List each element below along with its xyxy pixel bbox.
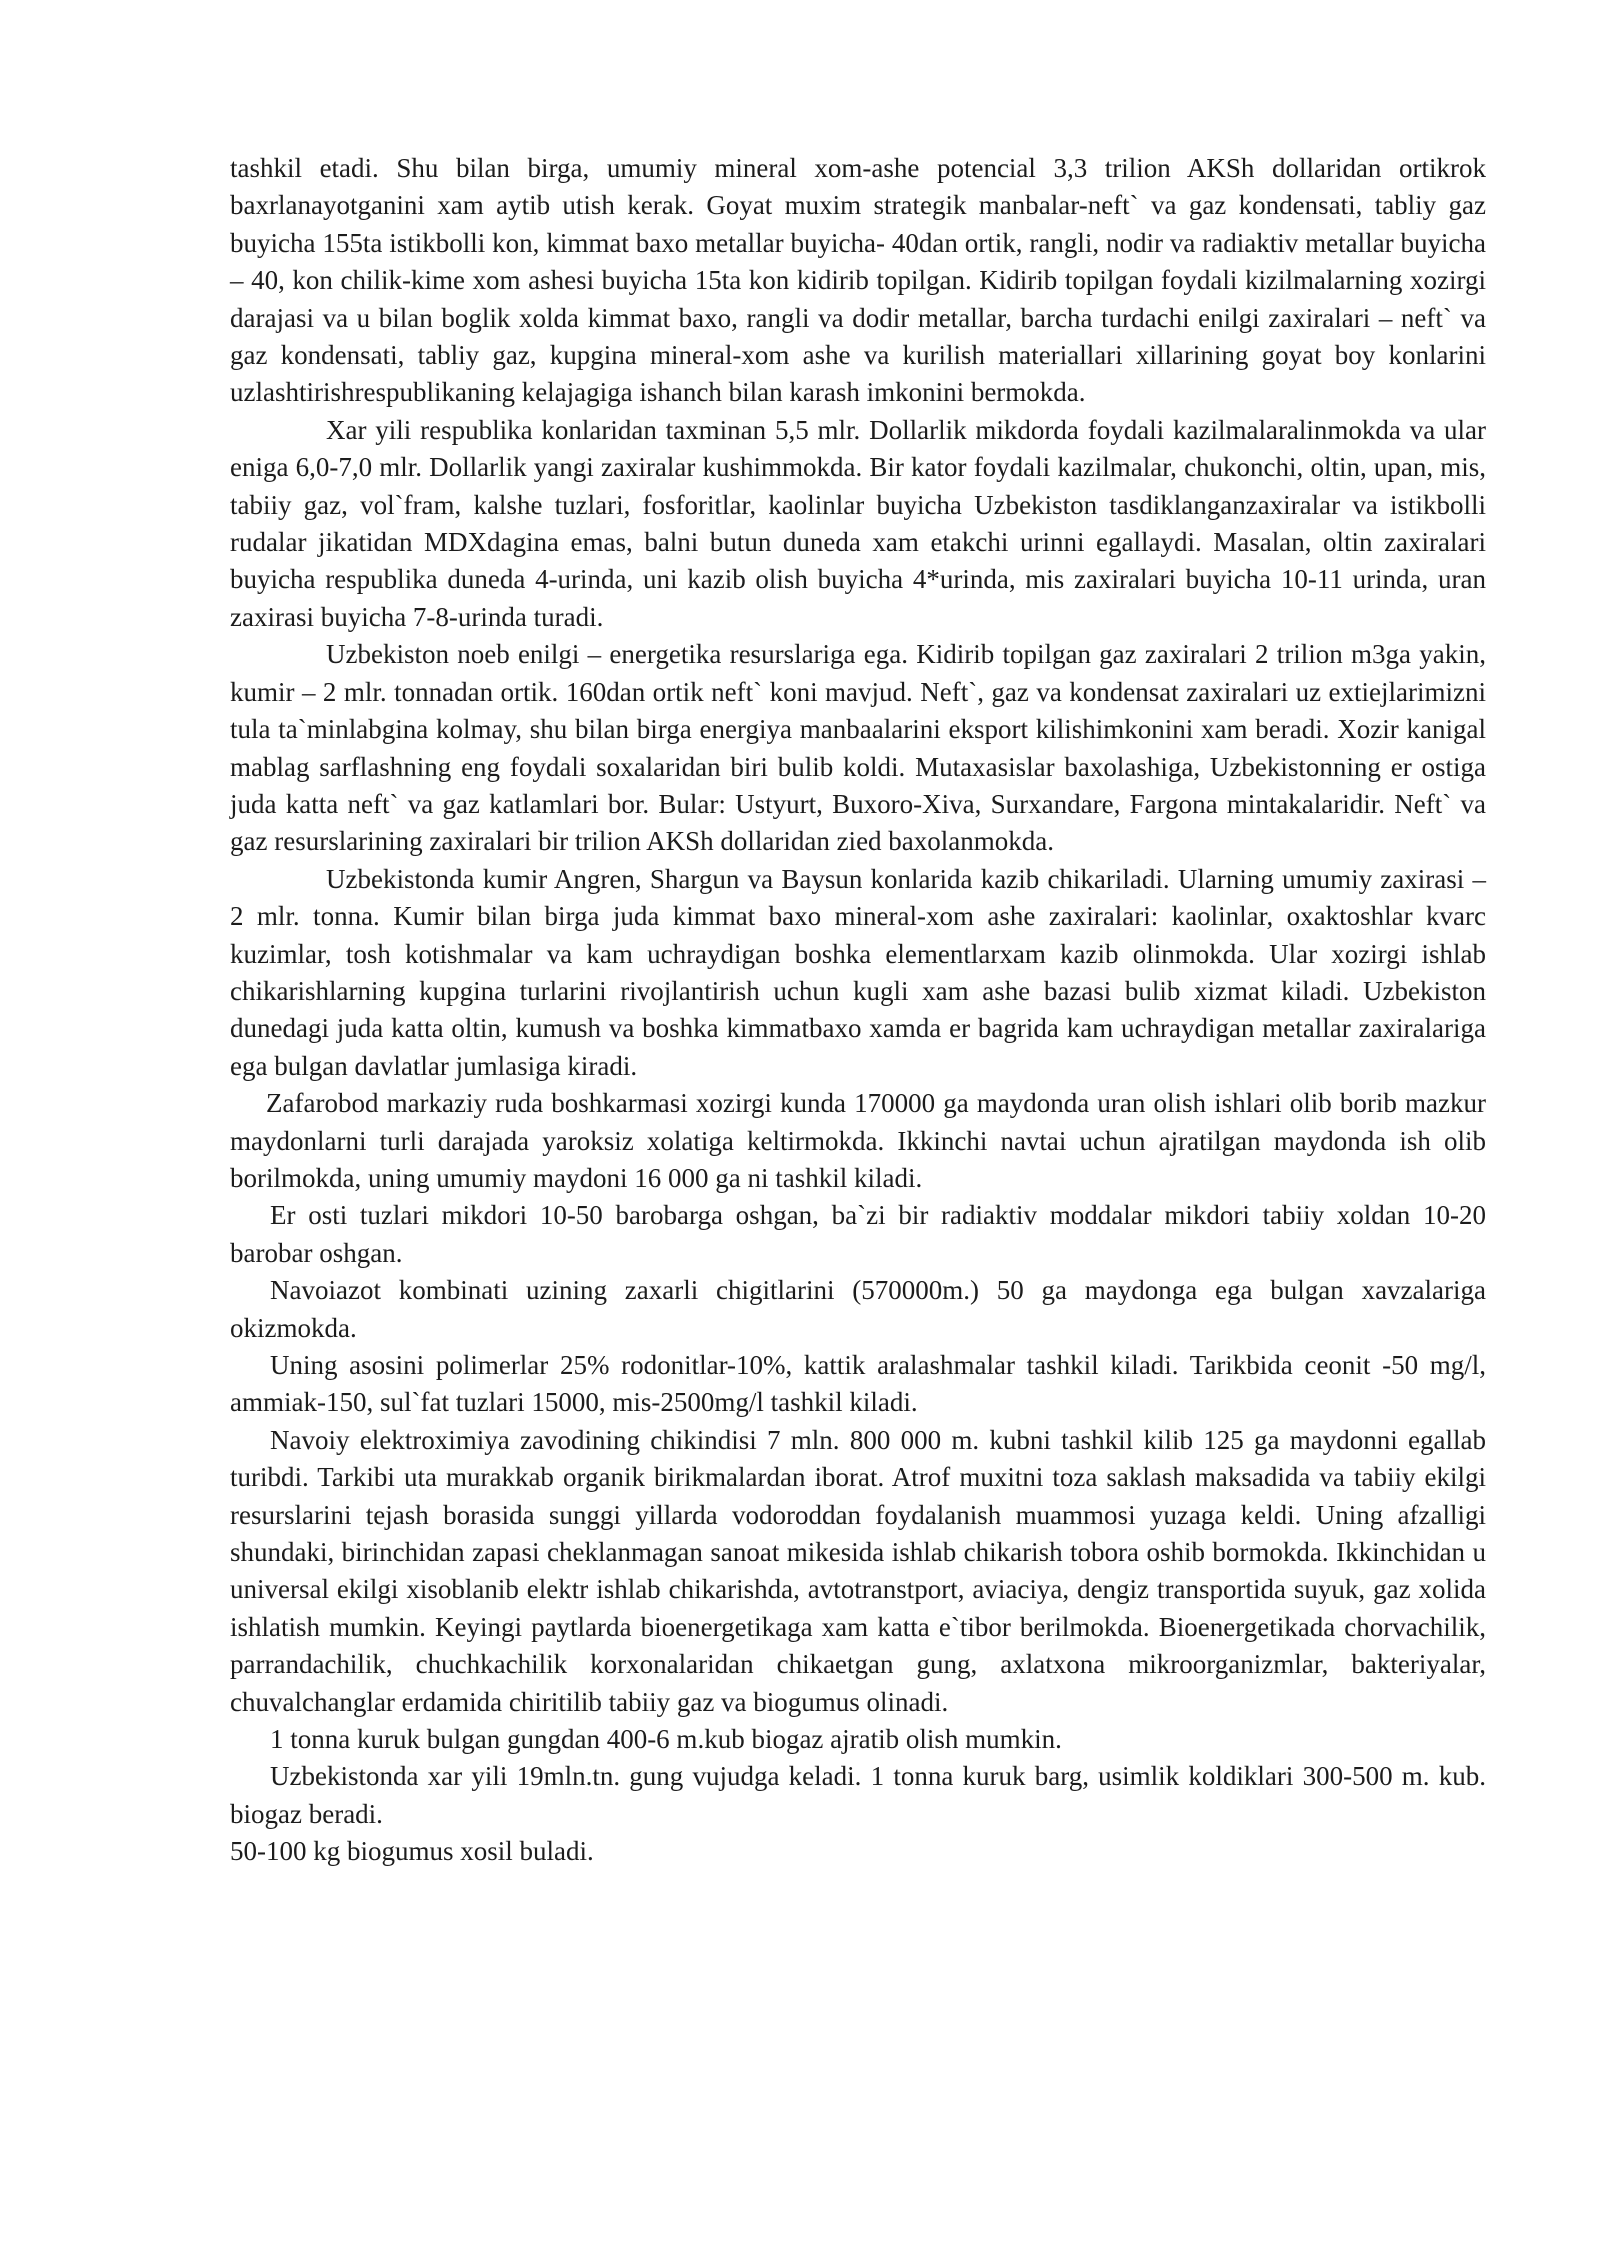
paragraph-navoiazot: Navoiazot kombinati uzining zaxarli chigitlarini (570000m.) 50 ga maydonga ega bulgan xavzalariga okizmokda. (230, 1275, 1486, 1343)
paragraph-zafarobod-uranium: Zafarobod markaziy ruda boshkarmasi xozirgi kunda 170000 ga maydonda uran olish ishlari olib borib mazkur maydonlarni turli darajada yaroksiz xolatiga keltirmokda. Ikkinchi navtai uchun ajratilgan maydonda ish olib borilmokda, uning umumiy maydoni 16 000 ga ni tashkil kiladi. (230, 1088, 1486, 1193)
paragraph-annual-manure: Uzbekistonda xar yili 19mln.tn. gung vujudga keladi. 1 tonna kuruk barg, usimlik koldiklari 300-500 m. kub. biogaz beradi. (230, 1761, 1486, 1829)
paragraph-energy-resources: Uzbekiston noeb enilgi – energetika resurslariga ega. Kidirib topilgan gaz zaxiralari 2 trilion m3ga yakin, kumir – 2 mlr. tonnadan ortik. 160dan ortik neft` koni mavjud. Neft`, gaz va kondensat zaxiralari uz extiejlarimizni tula ta`minlabgina kolmay, shu bilan birga energiya manbaalarini eksport kilishimkonini xam beradi. Xozir kanigal mablag sarflashning eng foydali soxalaridan biri bulib koldi. Mutaxasislar baxolashiga, Uzbekistonning er ostiga juda katta neft` va gaz katlamlari bor. Bular: Ustyurt, Buxoro-Xiva, Surxandare, Fargona mintakalaridir. Neft` va gaz resurslarining zaxiralari bir trilion AKSh dollaridan zied baxolanmokda. (230, 639, 1486, 857)
paragraph-biohumus: 50-100 kg biogumus xosil buladi. (230, 1836, 594, 1867)
document-page (230, 150, 1486, 1871)
paragraph-polymer-composition: Uning asosini polimerlar 25% rodonitlar-10%, kattik aralashmalar tashkil kiladi. Tarikbida ceonit -50 mg/l, ammiak-150, sul`fat tuzlari 15000, mis-2500mg/l tashkil kiladi. (230, 1350, 1486, 1418)
paragraph-underground-salts: Er osti tuzlari mikdori 10-50 barobarga oshgan, ba`zi bir radiaktiv moddalar mikdori tabiiy xoldan 10-20 barobar oshgan. (230, 1200, 1486, 1268)
paragraph-electrochemistry-waste: Navoiy elektroximiya zavodining chikindisi 7 mln. 800 000 m. kubni tashkil kilib 125 ga maydonni egallab turibdi. Tarkibi uta murakkab organik birikmalardan iborat. Atrof muxitni toza saklash maksadida va tabiiy ekilgi resurslarini tejash borasida sunggi yillarda vodoroddan foydalanish muammosi yuzaga keldi. Uning afzalligi shundaki, birinchidan zapasi cheklanmagan sanoat mikesida ishlab chikarish tobora oshib bormokda. Ikkinchidan u universal ekilgi xisoblanib elektr ishlab chikarishda, avtotranstport, aviaciya, dengiz transportida suyuk, gaz xolida ishlatish mumkin. Keyingi paytlarda bioenergetikaga xam katta e`tibor berilmokda. Bioenergetikada chorvachilik, parrandachilik, chuchkachilik korxonalaridan chikaetgan gung, axlatxona mikroorganizmlar, bakteriyalar, chuvalchanglar erdamida chiritilib tabiiy gaz va biogumus olinadi. (230, 1424, 1486, 1717)
paragraph-coal-deposits: Uzbekistonda kumir Angren, Shargun va Baysun konlarida kazib chikariladi. Ularning umumiy zaxirasi – 2 mlr. tonna. Kumir bilan birga juda kimmat baxo mineral-xom ashe zaxiralari: kaolinlar, oxaktoshlar kvarc kuzimlar, tosh kotishmalar va kam uchraydigan boshka elementlarxam kazib olinmokda. Ular xozirgi ishlab chikarishlarning kupgina turlarini rivojlantirish uchun kugli xam ashe bazasi bulib xizmat kiladi. Uzbekiston dunedagi juda katta oltin, kumush va boshka kimmatbaxo xamda er bagrida kam uchraydigan metallar zaxiralariga ega bulgan davlatlar jumlasiga kiradi. (230, 863, 1486, 1081)
paragraph-annual-extraction: Xar yili respublika konlaridan taxminan 5,5 mlr. Dollarlik mikdorda foydali kazilmalaralinmokda va ular eniga 6,0-7,0 mlr. Dollarlik yangi zaxiralar kushimmokda. Bir kator foydali kazilmalar, chukonchi, oltin, upan, mis, tabiiy gaz, vol`fram, kalshe tuzlari, fosforitlar, kaolinlar buyicha Uzbekiston tasdiklanganzaxiralar va istikbolli rudalar jikatidan MDXdagina emas, balni butun duneda xam etakchi urinni egallaydi. Masalan, oltin zaxiralari buyicha respublika duneda 4-urinda, uni kazib olish buyicha 4*urinda, mis zaxiralari buyicha 10-11 urinda, uran zaxirasi buyicha 7-8-urinda turadi. (230, 414, 1486, 632)
paragraph-biogas-yield: 1 tonna kuruk bulgan gungdan 400-6 m.kub biogaz ajratib olish mumkin. (270, 1724, 1062, 1755)
paragraph-mineral-potential: tashkil etadi. Shu bilan birga, umumiy mineral xom-ashe potencial 3,3 trilion AKSh dollaridan ortikrok baxrlanayotganini xam aytib utish kerak. Goyat muxim strategik manbalar-neft` va gaz kondensati, tabliy gaz buyicha 155ta istikbolli kon, kimmat baxo metallar buyicha- 40dan ortik, rangli, nodir va radiaktiv metallar buyicha – 40, kon chilik-kime xom ashesi buyicha 15ta kon kidirib topilgan. Kidirib topilgan foydali kizilmalarning xozirgi darajasi va u bilan boglik xolda kimmat baxo, rangli va dodir metallar, barcha turdachi enilgi zaxiralari – neft` va gaz kondensati, tabliy gaz, kupgina mineral-xom ashe va kurilish materiallari xillarining goyat boy konlarini uzlashtirishrespublikaning kelajagiga ishanch bilan karash imkonini bermokda. (230, 153, 1486, 408)
